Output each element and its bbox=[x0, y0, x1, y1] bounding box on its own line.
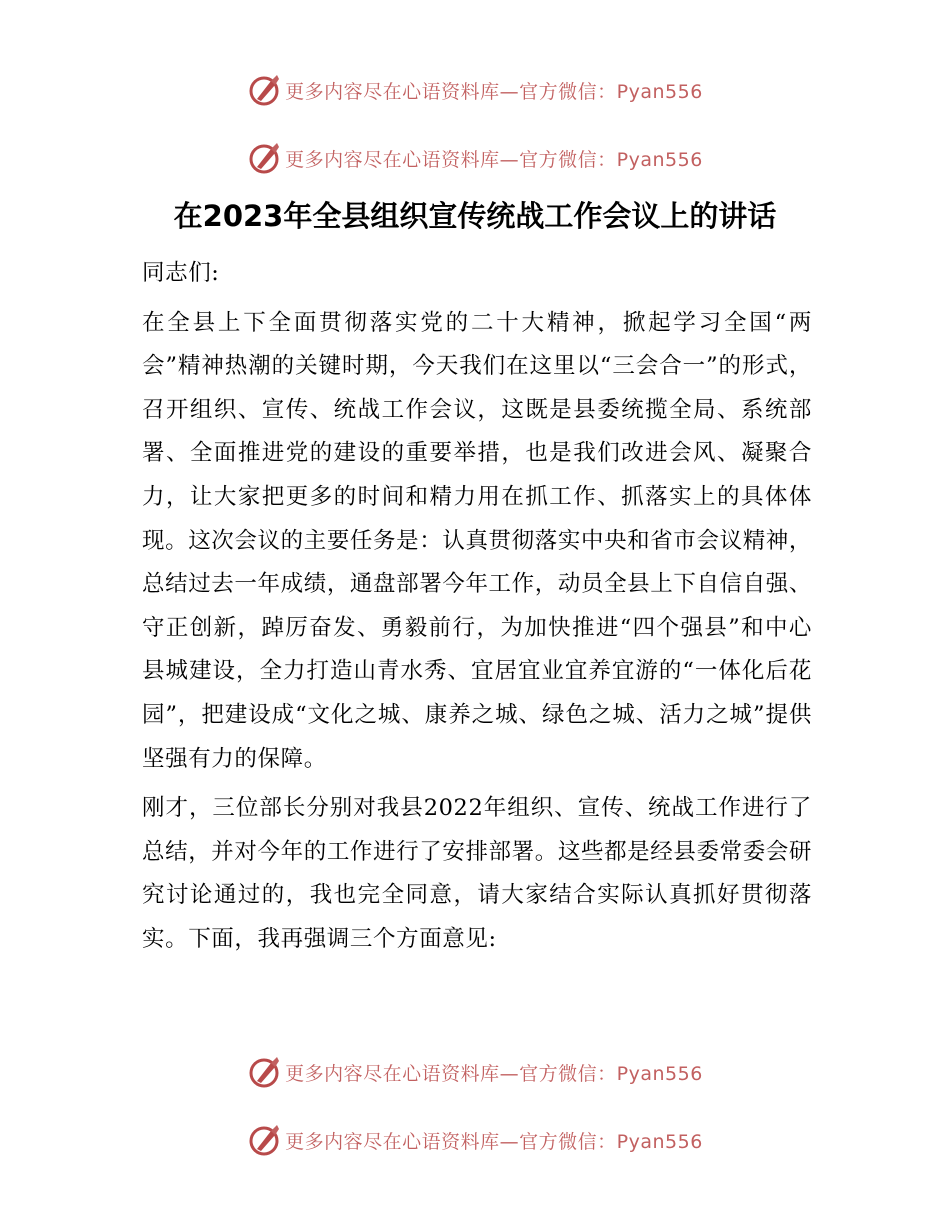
pen-nib-logo-icon bbox=[247, 1055, 281, 1089]
watermark-text: 更多内容尽在心语资料库—官方微信：Pyan556 bbox=[285, 1062, 703, 1085]
pen-nib-logo-icon bbox=[247, 141, 281, 175]
paragraph-1: 在全县上下全面贯彻落实党的二十大精神，掀起学习全国“两会”精神热潮的关键时期，今天我们在这里以“三会合一”的形式，召开组织、宣传、统战工作会议，这既是县委统揽全局、系统部署、全面推进党的建设的重要举措，也是我们改进会风、凝聚合力，让大家把更多的时间和精力用在抓工作、抓落实上的具体体现。这次会议的主要任务是：认真贯彻落实中央和省市会议精神，总结过去一年成绩，通盘部署今年工作，动员全县上下自信自强、守正创新，踔厉奋发、勇毅前行，为加快推进“四个强县”和中心县城建设，全力打造山青水秀、宜居宜业宜养宜游的“一体化后花园”，把建设成“文化之城、康养之城、绿色之城、活力之城”提供坚强有力的保障。 bbox=[142, 309, 812, 772]
pen-nib-logo-icon bbox=[247, 73, 281, 107]
document-body bbox=[142, 252, 812, 968]
watermark-text: 更多内容尽在心语资料库—官方微信：Pyan556 bbox=[285, 148, 703, 171]
pen-nib-logo-icon bbox=[247, 1123, 281, 1157]
paragraph-2: 刚才，三位部长分别对我县2022年组织、宣传、统战工作进行了总结，并对今年的工作进行了安排部署。这些都是经县委常委会研究讨论通过的，我也完全同意，请大家结合实际认真抓好贯彻落实。下面，我再强调三个方面意见: bbox=[142, 795, 812, 952]
document-title: 在2023年全县组织宣传统战工作会议上的讲话 bbox=[173, 199, 777, 233]
watermark-banner-top-1 bbox=[0, 70, 950, 110]
watermark-text: 更多内容尽在心语资料库—官方微信：Pyan556 bbox=[285, 80, 703, 103]
watermark-banner-bottom-1 bbox=[0, 1052, 950, 1092]
watermark-text: 更多内容尽在心语资料库—官方微信：Pyan556 bbox=[285, 1130, 703, 1153]
salutation: 同志们: bbox=[142, 260, 220, 286]
watermark-banner-bottom-2 bbox=[0, 1120, 950, 1160]
watermark-banner-top-2 bbox=[0, 138, 950, 178]
